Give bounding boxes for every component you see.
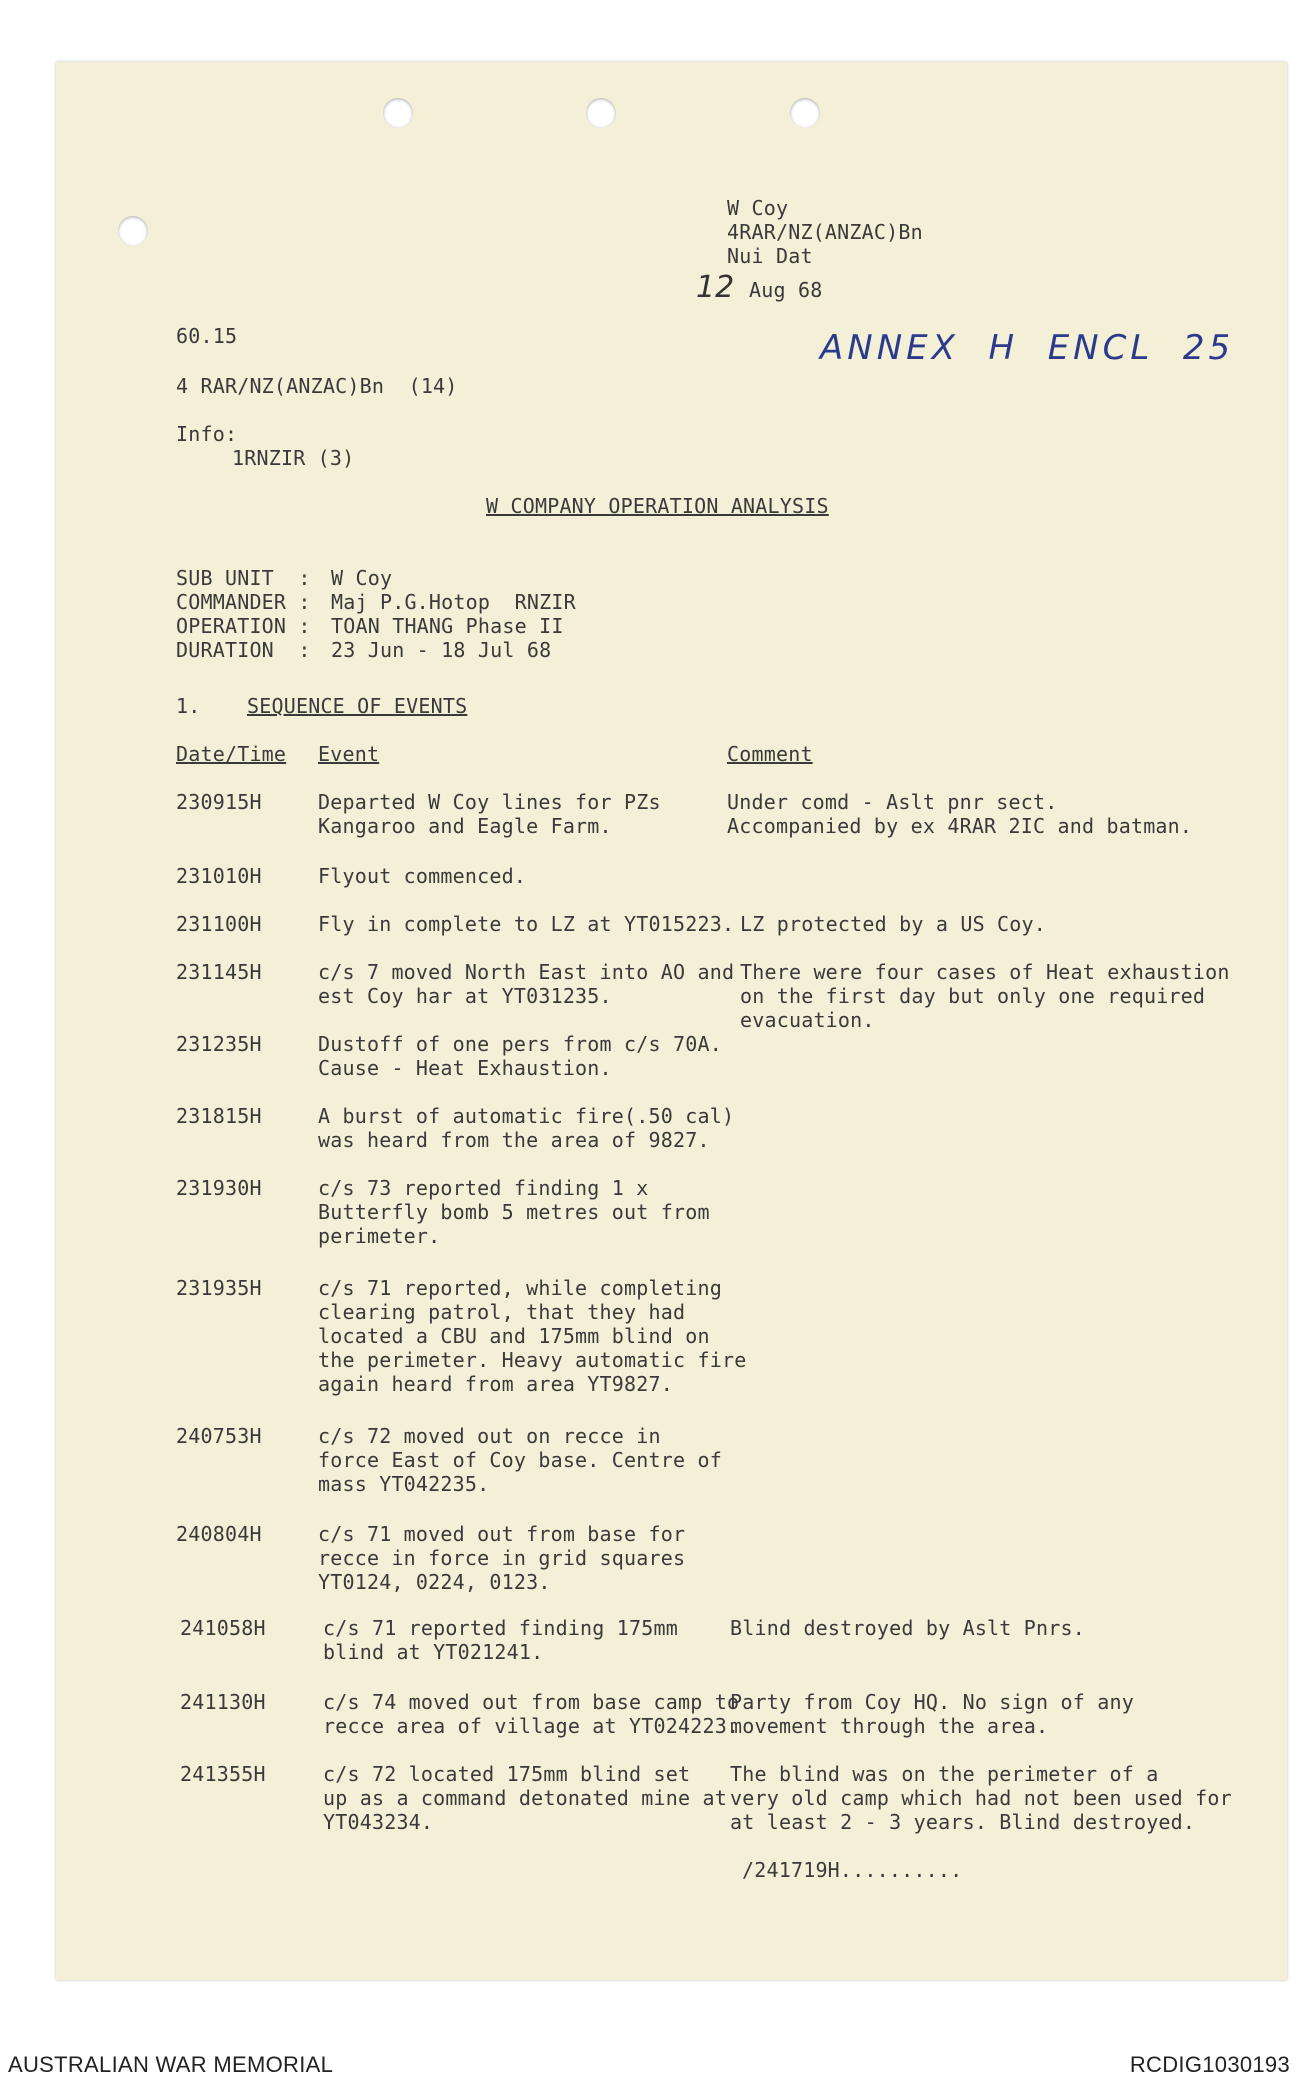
event-description: c/s 72 located 175mm blind set up as a command detonated mine at YT043234. xyxy=(323,1762,727,1834)
unit-line-2: 4RAR/NZ(ANZAC)Bn xyxy=(727,220,923,244)
detail-value: TOAN THANG Phase II xyxy=(331,614,564,638)
event-time: 231010H xyxy=(176,864,262,888)
event-description: c/s 7 moved North East into AO and est Coy har at YT031235. xyxy=(318,960,735,1008)
addressee: 4 RAR/NZ(ANZAC)Bn (14) xyxy=(176,374,458,398)
event-time: 231100H xyxy=(176,912,262,936)
column-header-comment: Comment xyxy=(727,742,813,766)
detail-value: Maj P.G.Hotop RNZIR xyxy=(331,590,576,614)
event-time: 231145H xyxy=(176,960,262,984)
document-title: W COMPANY OPERATION ANALYSIS xyxy=(486,494,829,518)
event-time: 231235H xyxy=(176,1032,262,1056)
event-description: c/s 72 moved out on recce in force East of Coy base. Centre of mass YT042235. xyxy=(318,1424,722,1496)
column-header-date: Date/Time xyxy=(176,742,287,766)
event-time: 241058H xyxy=(180,1616,266,1640)
section-number: 1. xyxy=(176,694,201,718)
event-time: 231815H xyxy=(176,1104,262,1128)
annex-handwritten-mark: ANNEX H ENCL 25 xyxy=(820,328,1235,368)
detail-value: 23 Jun - 18 Jul 68 xyxy=(331,638,552,662)
event-time: 241130H xyxy=(180,1690,266,1714)
footer-institution: AUSTRALIAN WAR MEMORIAL xyxy=(8,2052,334,2077)
event-description: c/s 71 reported finding 175mm blind at YT021241. xyxy=(323,1616,678,1664)
punch-hole xyxy=(383,98,413,128)
detail-value: W Coy xyxy=(331,566,393,590)
event-time: 240753H xyxy=(176,1424,262,1448)
event-time: 230915H xyxy=(176,790,262,814)
punch-hole xyxy=(790,98,820,128)
unit-line-1: W Coy xyxy=(727,196,789,220)
event-comment: LZ protected by a US Coy. xyxy=(740,912,1047,936)
info-label: Info: xyxy=(176,422,238,446)
detail-label: SUB UNIT : xyxy=(176,566,311,590)
info-value: 1RNZIR (3) xyxy=(232,446,355,470)
file-reference: 60.15 xyxy=(176,324,238,348)
event-description: Fly in complete to LZ at YT015223. xyxy=(318,912,735,936)
event-time: 241355H xyxy=(180,1762,266,1786)
event-comment: Under comd - Aslt pnr sect. Accompanied by ex 4RAR 2IC and batman. xyxy=(727,790,1193,838)
handwritten-day: 12 xyxy=(696,270,735,305)
event-description: A burst of automatic fire(.50 cal) was heard from the area of 9827. xyxy=(318,1104,735,1152)
event-description: c/s 73 reported finding 1 x Butterfly bomb 5 metres out from perimeter. xyxy=(318,1176,710,1248)
event-description: Departed W Coy lines for PZs Kangaroo and Eagle Farm. xyxy=(318,790,661,838)
punch-hole xyxy=(118,216,148,246)
event-comment: Party from Coy HQ. No sign of any movement through the area. xyxy=(730,1690,1134,1738)
event-description: Flyout commenced. xyxy=(318,864,527,888)
detail-label: OPERATION : xyxy=(176,614,311,638)
event-time: 231930H xyxy=(176,1176,262,1200)
event-description: c/s 71 moved out from base for recce in force in grid squares YT0124, 0224, 0123. xyxy=(318,1522,686,1594)
detail-label: COMMANDER : xyxy=(176,590,311,614)
footer-record-id: RCDIG1030193 xyxy=(1129,2052,1290,2077)
continuation-marker: /241719H.......... xyxy=(742,1858,963,1882)
event-description: c/s 74 moved out from base camp to recce area of village at YT024223. xyxy=(323,1690,740,1738)
event-time: 231935H xyxy=(176,1276,262,1300)
event-time: 240804H xyxy=(176,1522,262,1546)
event-comment: There were four cases of Heat exhaustion on the first day but only one required evacuation. xyxy=(740,960,1230,1032)
unit-line-3: Nui Dat xyxy=(727,244,813,268)
event-description: c/s 71 reported, while completing clearing patrol, that they had located a CBU and 175mm blind on the perimeter. Heavy automatic fire again heard from area YT9827. xyxy=(318,1276,747,1396)
punch-hole xyxy=(586,98,616,128)
event-comment: The blind was on the perimeter of a very old camp which had not been used for at least 2 - 3 years. Blind destroyed. xyxy=(730,1762,1232,1834)
event-comment: Blind destroyed by Aslt Pnrs. xyxy=(730,1616,1085,1640)
section-title: SEQUENCE OF EVENTS xyxy=(247,694,468,718)
column-header-event: Event xyxy=(318,742,380,766)
event-description: Dustoff of one pers from c/s 70A. Cause - Heat Exhaustion. xyxy=(318,1032,722,1080)
detail-label: DURATION : xyxy=(176,638,311,662)
typed-date: Aug 68 xyxy=(749,278,823,302)
